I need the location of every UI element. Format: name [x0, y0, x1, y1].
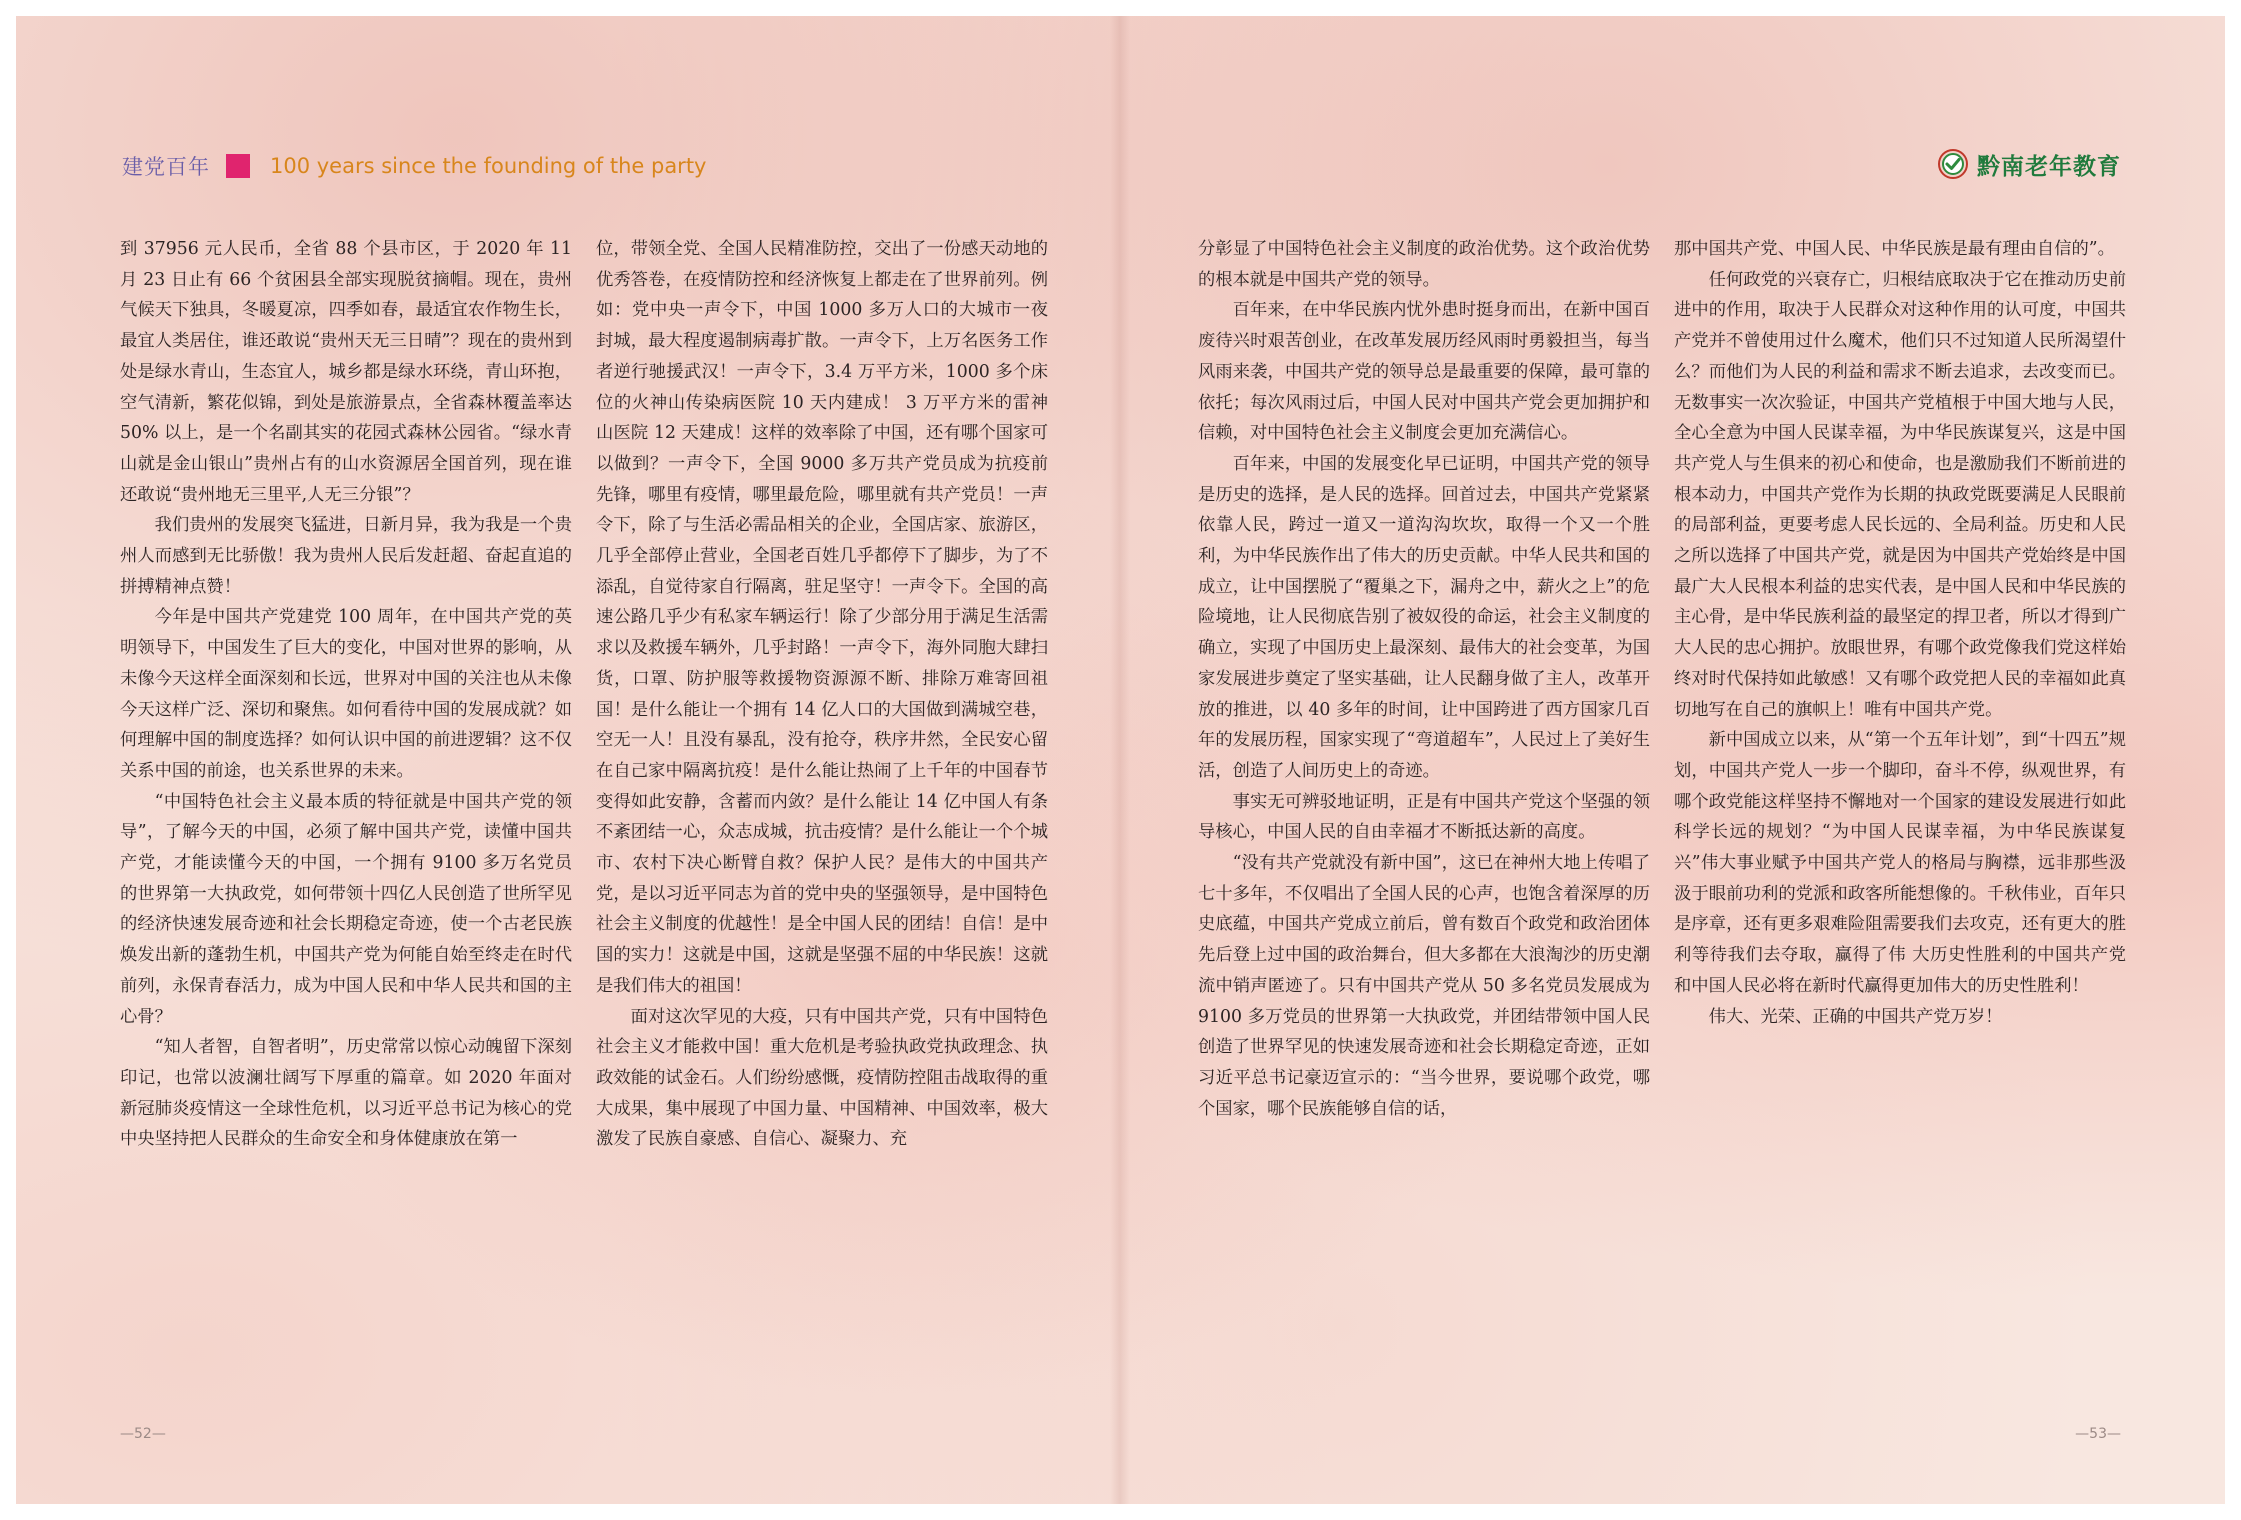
section-header — [122, 150, 706, 182]
paragraph: 今年是中国共产党建党 100 周年，在中国共产党的英明领导下，中国发生了巨大的变化，中国对世界的影响，从未像今天这样全面深刻和长远，世界对中国的关注也从未像今天这样广泛、深切和聚焦。如何看待中国的发展成就？如何理解中国的制度选择？如何认识中国的前进逻辑？这不仅关系中国的前途，也关系世界的未来。 — [120, 607, 572, 781]
paragraph: “没有共产党就没有新中国”，这已在神州大地上传唱了七十多年，不仅唱出了全国人民的心声，也饱含着深厚的历史底蕴，中国共产党成立前后，曾有数百个政党和政治团体先后登上过中国的政治舞台，但大多都在大浪淘沙的历史潮流中销声匿迹了。只有中国共产党从 50 多名党员发展成为 9100 多万党员的世界第一大执政党，并团结带领中国人民创造了世界罕见的快速发展奇迹和社会长期稳定奇迹，正如习近平总书记豪迈宣示的：“当今世界，要说哪个政党，哪个国家，哪个民族能够自信的话， — [1198, 853, 1650, 1119]
paragraph: 那中国共产党、中国人民、中华民族是最有理由自信的”。 — [1674, 239, 2115, 259]
page-number-left: —52— — [120, 1426, 166, 1442]
text-column-2 — [596, 234, 1048, 1374]
paragraph: 位，带领全党、全国人民精准防控，交出了一份感天动地的优秀答卷，在疫情防控和经济恢复上都走在了世界前列。例如：党中央一声令下，中国 1000 多万人口的大城市一夜封城，最大程度遏制病毒扩散。一声令下，上万名医务工作者逆行驰援武汉！一声令下，3.4 万平方米，1000 多个床位的火神山传染病医院 10 天内建成！ 3 万平方米的雷神山医院 12 天建成！这样的效率除了中国，还有哪个国家可以做到？一声令下，全国 9000 多万共产党员成为抗疫前先锋，哪里有疫情，哪里最危险，哪里就有共产党员！一声令下，除了与生活必需品相关的企业，全国店家、旅游区，几乎全部停止营业，全国老百姓几乎都停下了脚步，为了不添乱，自觉待家自行隔离，驻足坚守！一声令下。全国的高速公路几乎少有私家车辆运行！除了少部分用于满足生活需求以及救援车辆外，几乎封路！一声令下，海外同胞大肆扫货，口罩、防护服等救援物资源源不断、排除万难寄回祖国！是什么能让一个拥有 14 亿人口的大国做到满城空巷，空无一人！且没有暴乱，没有抢夺，秩序井然，全民安心留在自己家中隔离抗疫！是什么能让热闹了上千年的中国春节变得如此安静，含蓄而内敛？是什么能让 14 亿中国人有条不紊团结一心，众志成城，抗击疫情？是什么能让一个个城市、农村下决心断臂自救？保护人民？是伟大的中国共产党，是以习近平同志为首的党中央的坚强领导，是中国特色社会主义制度的优越性！是全中国人民的团结！自信！是中国的实力！这就是中国，这就是坚强不屈的中华民族！这就是我们伟大的祖国！ — [596, 239, 1048, 996]
text-column-1 — [120, 234, 572, 1374]
page-number-right: —53— — [2075, 1426, 2121, 1442]
paragraph: “中国特色社会主义最本质的特征就是中国共产党的领导”，了解今天的中国，必须了解中国共产党，读懂中国共产党，才能读懂今天的中国，一个拥有 9100 多万名党员的世界第一大执政党，如何带领十四亿人民创造了世所罕见的经济快速发展奇迹和社会长期稳定奇迹，使一个古老民族焕发出新的蓬勃生机，中国共产党为何能自始至终走在时代前列，永保青春活力，成为中国人民和中华人民共和国的主心骨？ — [120, 791, 572, 1027]
paragraph: 百年来，在中华民族内忧外患时挺身而出，在新中国百废待兴时艰苦创业，在改革发展历经风雨时勇毅担当，每当风雨来袭，中国共产党的领导总是最重要的保障，最可靠的依托；每次风雨过后，中国人民对中国共产党会更加拥护和信赖，对中国特色社会主义制度会更加充满信心。 — [1198, 300, 1650, 444]
section-title-en: 100 years since the founding of the party — [270, 154, 707, 178]
section-title-cn: 建党百年 — [122, 155, 210, 179]
text-column-4 — [1674, 234, 2126, 1374]
paragraph: 伟大、光荣、正确的中国共产党万岁！ — [1708, 1006, 2003, 1027]
section-marker-square — [226, 154, 250, 178]
paragraph: “知人者智，自智者明”，历史常常以惊心动魄留下深刻印记，也常以波澜壮阔写下厚重的篇章。如 2020 年面对新冠肺炎疫情这一全球性危机，以习近平总书记为核心的党中央坚持把人民群众的生命安全和身体健康放在第一 — [120, 1037, 572, 1150]
paragraph: 事实无可辨驳地证明，正是有中国共产党这个坚强的领导核心，中国人民的自由幸福才不断抵达新的高度。 — [1198, 791, 1650, 843]
paragraph: 分彰显了中国特色社会主义制度的政治优势。这个政治优势的根本就是中国共产党的领导。 — [1198, 239, 1650, 290]
paragraph: 任何政党的兴衰存亡，归根结底取决于它在推动历史前进中的作用，取决于人民群众对这种作用的认可度，中国共产党并不曾使用过什么魔术，他们只不过知道人民所渴望什么？而他们为人民的利益和需求不断去追求，去改变而已。无数事实一次次验证，中国共产党植根于中国大地与人民，全心全意为中国人民谋幸福，为中华民族谋复兴，这是中国共产党人与生俱来的初心和使命，也是激励我们不断前进的根本动力，中国共产党作为长期的执政党既要满足人民眼前的局部利益，更要考虑人民长远的、全局利益。历史和人民之所以选择了中国共产党，就是因为中国共产党始终是中国最广大人民根本利益的忠实代表，是中国人民和中华民族的主心骨，是中华民族利益的最坚定的捍卫者，所以才得到广大人民的忠心拥护。放眼世界，有哪个政党像我们党这样始终对时代保持如此敏感！又有哪个政党把人民的幸福如此真切地写在自己的旗帜上！唯有中国共产党。 — [1674, 269, 2126, 720]
text-column-3 — [1198, 234, 1650, 1374]
paragraph: 我们贵州的发展突飞猛进，日新月异，我为我是一个贵州人而感到无比骄傲！我为贵州人民后发赶超、奋起直追的拼搏精神点赞！ — [120, 515, 572, 597]
paragraph: 面对这次罕见的大疫，只有中国共产党，只有中国特色社会主义才能救中国！重大危机是考验执政党执政理念、执政效能的试金石。人们纷纷感慨，疫情防控阻击战取得的重大成果，集中展现了中国力量、中国精神、中国效率，极大激发了民族自豪感、自信心、凝聚力、充 — [596, 1006, 1048, 1150]
brand-name: 黔南老年教育 — [1977, 153, 2121, 180]
paragraph: 新中国成立以来，从“第一个五年计划”，到“十四五”规划，中国共产党人一步一个脚印，奋斗不停，纵观世界，有哪个政党能这样坚持不懈地对一个国家的建设发展进行如此科学长远的规划？“为中国人民谋幸福，为中华民族谋复兴”伟大事业赋予中国共产党人的格局与胸襟，远非那些汲汲于眼前功利的党派和政客所能想像的。千秋伟业，百年只是序章，还有更多艰难险阻需要我们去攻克，还有更大的胜利等待我们去夺取，赢得了伟 大历史性胜利的中国共产党和中国人民必将在新时代赢得更加伟大的历史性胜利！ — [1674, 730, 2126, 996]
brand-header — [1937, 146, 2121, 182]
page-gutter — [1110, 16, 1130, 1504]
paragraph: 百年来，中国的发展变化早已证明，中国共产党的领导是历史的选择，是人民的选择。回首过去，中国共产党紧紧依靠人民，跨过一道又一道沟沟坎坎，取得一个又一个胜利，为中华民族作出了伟大的历史贡献。中华人民共和国的成立，让中国摆脱了“覆巢之下，漏舟之中，薪火之上”的危险境地，让人民彻底告别了被奴役的命运，社会主义制度的确立，实现了中国历史上最深刻、最伟大的社会变革，为国家发展进步奠定了坚实基础，让人民翻身做了主人，改革开放的推进，以 40 多年的时间，让中国跨进了西方国家几百年的发展历程，国家实现了“弯道超车”，人民过上了美好生活，创造了人间历史上的奇迹。 — [1198, 453, 1650, 781]
brand-logo-icon — [1937, 148, 1969, 180]
paragraph: 到 37956 元人民币，全省 88 个县市区，于 2020 年 11 月 23 日止有 66 个贫困县全部实现脱贫摘帽。现在，贵州气候天下独具，冬暖夏凉，四季如春，最适宜农作物生长，最宜人类居住，谁还敢说“贵州天无三日晴”？现在的贵州到处是绿水青山，生态宜人，城乡都是绿水环绕，青山环抱，空气清新，繁花似锦，到处是旅游景点，全省森林覆盖率达 50% 以上，是一个名副其实的花园式森林公园省。“绿水青山就是金山银山”贵州占有的山水资源居全国首列，现在谁还敢说“贵州地无三里平,人无三分银”？ — [120, 239, 572, 505]
